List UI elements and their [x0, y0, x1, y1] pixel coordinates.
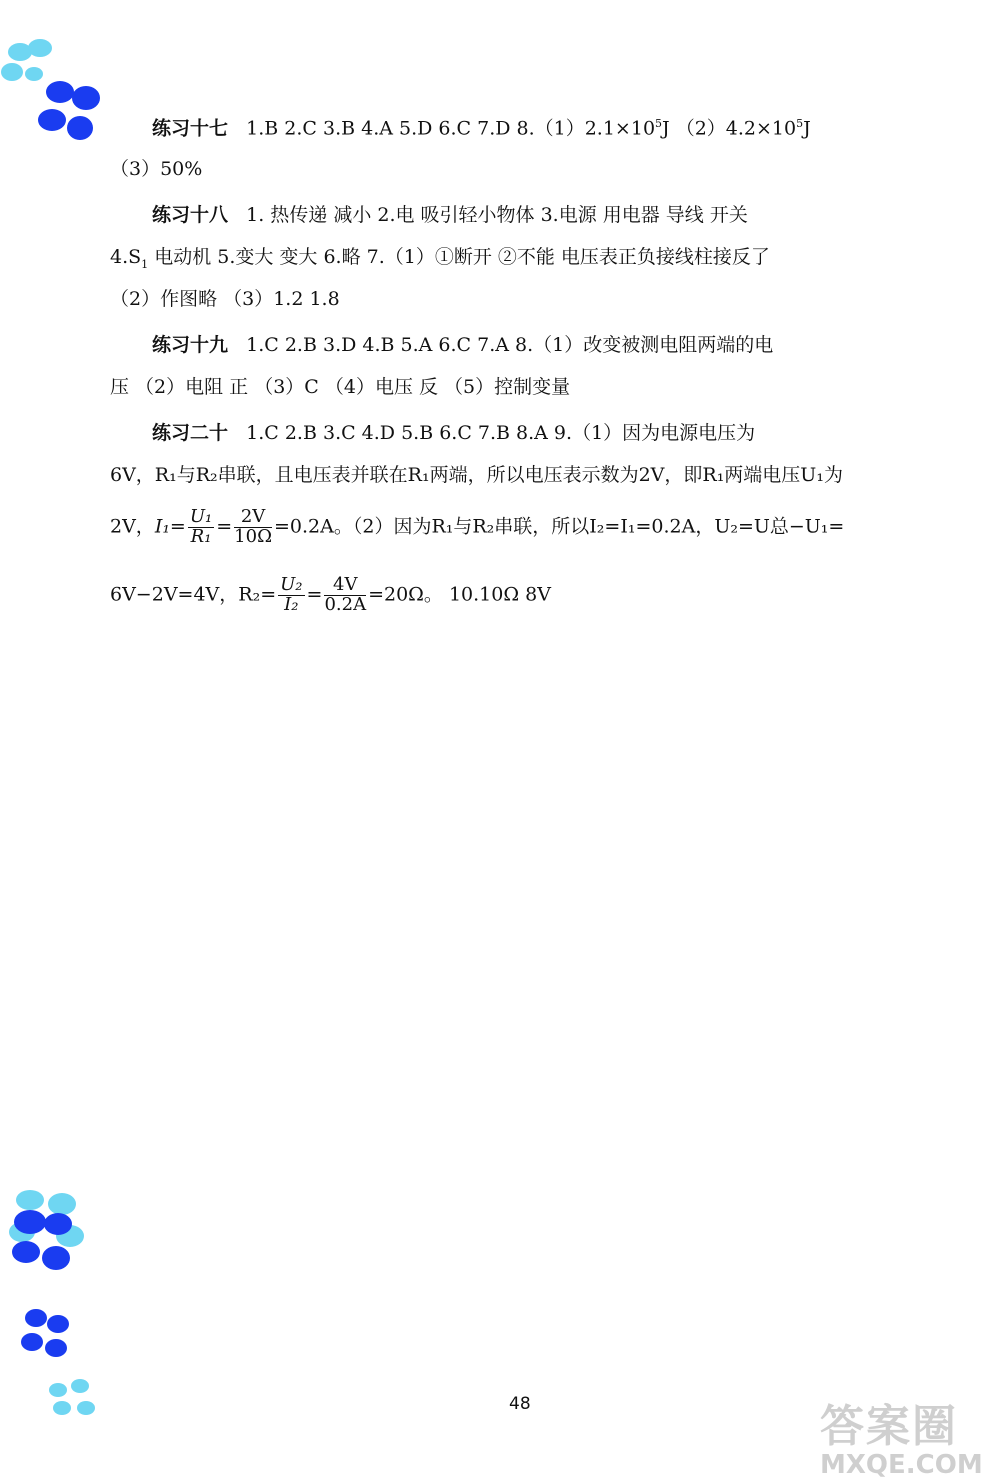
exercise-20-line-3: [110, 508, 844, 547]
fraction: [234, 508, 272, 547]
denominator: I₂: [284, 593, 299, 615]
exercise-19-line-1: [152, 336, 773, 355]
equals-sign: =: [216, 515, 233, 538]
exercise-18-title: 练习十八: [152, 204, 229, 226]
watermark-title: 答案圈: [820, 1401, 958, 1452]
exercise-17-title: 练习十七: [152, 117, 229, 140]
exercise-20-line-2: 6V，R₁与R₂串联，且电压表并联在R₁两端，所以电压表示数为2V，即R₁两端电压U₁为: [110, 464, 843, 486]
answer-text: 2V，: [110, 515, 155, 538]
exercise-19-answers: 1.C 2.B 3.D 4.B 5.A 6.C 7.A 8.（1）改变被测电阻两端的电: [246, 334, 774, 356]
unit-text: J: [803, 117, 811, 140]
clover-decoration-bottom: [0, 1180, 120, 1440]
exercise-20-line-4: [110, 576, 551, 615]
numerator: U₂: [280, 574, 303, 595]
answer-text: =0.2A。（2）因为R₁与R₂串联，所以I₂=I₁=0.2A，U₂=U总−U₁=: [274, 515, 845, 538]
answer-text: 电动机 5.变大 变大 6.略 7.（1）①断开 ②不能 电压表正负接线柱接反了: [148, 246, 770, 268]
exercise-19-title: 练习十九: [152, 334, 229, 356]
fraction: [324, 576, 366, 615]
exercise-20-title: 练习二十: [152, 422, 229, 444]
fraction: [188, 508, 214, 547]
subscript: 1: [141, 257, 149, 271]
exercise-17-line-1: [152, 118, 811, 138]
numerator: 2V: [234, 508, 272, 528]
exercise-18-answers: 1. 热传递 减小 2.电 吸引轻小物体 3.电源 用电器 导线 开关: [246, 204, 748, 226]
page-number: 48: [509, 1394, 531, 1414]
answer-text: =20Ω。 10.10Ω 8V: [368, 583, 551, 606]
exercise-19-line-2: 压 （2）电阻 正 （3）C （4）电压 反 （5）控制变量: [110, 376, 571, 398]
exponent: 5: [796, 117, 804, 130]
answer-text: I₁=: [154, 515, 186, 538]
exercise-17-line-2: （3）50%: [110, 158, 203, 180]
exercise-18-line-1: [152, 206, 748, 225]
denominator: 10Ω: [234, 525, 272, 547]
exercise-17-answers: 1.B 2.C 3.B 4.A 5.D 6.C 7.D 8.（1）2.1×10: [246, 117, 656, 140]
denominator: R₁: [190, 525, 212, 547]
exercise-18-line-2: [110, 248, 770, 270]
answer-text: 6V−2V=4V，R₂=: [110, 583, 277, 606]
answer-text: 4.S: [110, 246, 142, 268]
numerator: U₁: [189, 506, 213, 527]
watermark-logo: [820, 1390, 983, 1480]
exponent: 5: [655, 117, 663, 130]
unit-text: J （2）4.2×10: [662, 117, 797, 140]
equals-sign: =: [306, 583, 323, 606]
exercise-18-line-3: （2）作图略 （3）1.2 1.8: [110, 288, 340, 310]
clover-decoration-top: [0, 30, 120, 160]
fraction: [278, 576, 304, 615]
denominator: 0.2A: [324, 593, 367, 615]
exercise-20-line-1: [152, 424, 755, 443]
exercise-20-answers: 1.C 2.B 3.C 4.D 5.B 6.C 7.B 8.A 9.（1）因为电源电压为: [246, 422, 756, 444]
numerator: 4V: [324, 576, 366, 596]
watermark-url: MXQE.COM: [820, 1450, 983, 1480]
